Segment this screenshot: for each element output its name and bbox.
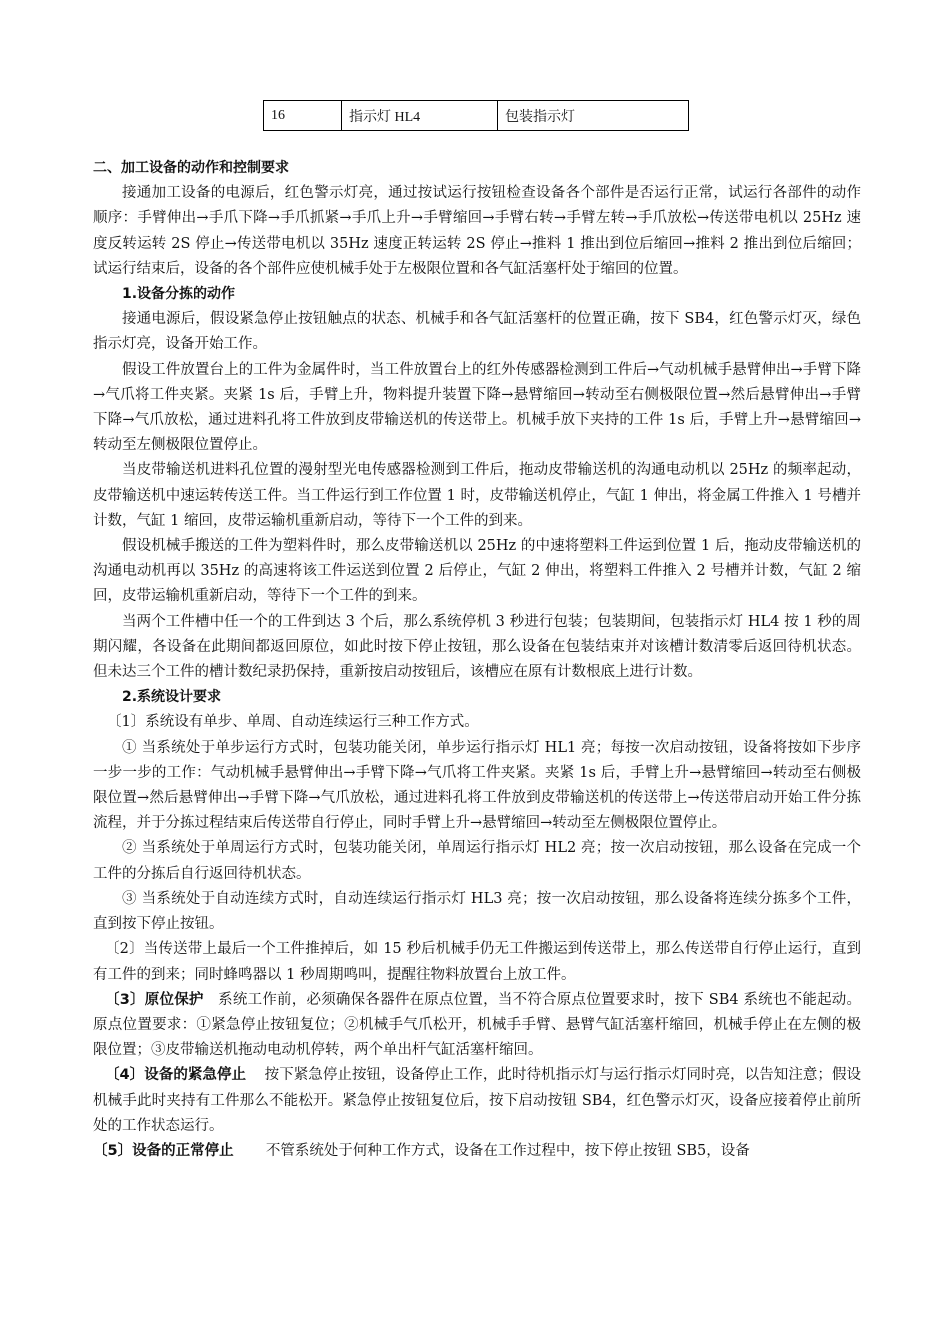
requirement-1-item: ③ 当系统处于自动连续方式时，自动连续运行指示灯 HL3 亮；按一次启动按钮，那么设备将连续分拣多个工件，直到按下停止按钮。 xyxy=(93,890,861,933)
requirement-5-text: 不管系统处于何种工作方式，设备在工作过程中，按下停止按钮 SB5，设备 xyxy=(265,1142,750,1159)
requirement-5-title: 〔5〕设备的正常停止 xyxy=(93,1142,234,1159)
paragraph: 假设工件放置台上的工件为金属件时，当工件放置台上的红外传感器检测到工件后→气动机械手悬臂伸出→手臂下降→气爪将工件夹紧。夹紧 1s 后，手臂上升，物料提升装置下降→悬臂缩回→转动至右侧极限位置→然后悬臂伸出→手臂下降→气爪放松，通过进料孔将工件放到皮带输送机的传送带上。机械手放下夹持的工件 1s 后，手臂上升→悬臂缩回→转动至左侧极限位置停止。 xyxy=(93,361,861,454)
requirement-2: 〔2〕当传送带上最后一个工件推掉后，如 15 秒后机械手仍无工件搬运到传送带上，那么传送带自行停止运行，直到有工件的到来；同时蜂鸣器以 1 秒周期鸣叫，提醒往物料放置台上放工件。 xyxy=(93,941,861,983)
subsection-title-design: 2.系统设计要求 xyxy=(122,689,222,706)
paragraph: 接通电源后，假设紧急停止按钮触点的状态、机械手和各气缸活塞杆的位置正确，按下 SB4，红色警示灯灭，绿色指示灯亮，设备开始工作。 xyxy=(93,311,861,353)
requirement-1-item: ② 当系统处于单周运行方式时，包装功能关闭，单周运行指示灯 HL2 亮；按一次启动按钮，那么设备在完成一个工件的分拣后自行返回待机状态。 xyxy=(93,840,861,882)
table-row xyxy=(264,101,689,131)
document-body xyxy=(93,156,861,1164)
paragraph: 当皮带输送机进料孔位置的漫射型光电传感器检测到工件后，拖动皮带输送机的沟通电动机以 25Hz 的频率起动，皮带输送机中速运转传送工件。当工件运行到工作位置 1 时，皮带输送机停止，气缸 1 伸出，将金属工件推入 1 号槽并计数，气缸 1 缩回，皮带运输机重新启动，等待下一个工件的到来。 xyxy=(93,462,861,529)
section-title: 二、加工设备的动作和控制要求 xyxy=(93,160,289,176)
requirement-3-text: 系统工作前，必须确保各器件在原点位置，当不符合原点位置要求时，按下 SB4 系统也不能起动。原点位置要求：①紧急停止按钮复位；②机械手气爪松开，机械手手臂、悬臂气缸活塞杆缩回，机械手停止在左侧的极限位置；③皮带输送机拖动电动机停转，两个单出杆气缸活塞杆缩回。 xyxy=(93,991,862,1059)
subsection-title-sorting: 1.设备分拣的动作 xyxy=(122,286,236,303)
requirement-4 xyxy=(93,1063,861,1139)
paragraph: 当两个工件槽中任一个的工件到达 3 个后，那么系统停机 3 秒进行包装；包装期间，包装指示灯 HL4 按 1 秒的周期闪耀，各设备在此期间都返回原位，如此时按下停止按钮，那么设备在包装结束并对该槽计数清零后返回待机状态。但未达三个工件的槽计数纪录扔保持，重新按启动按钮后，该槽应在原有计数根底上进行计数。 xyxy=(93,613,861,681)
requirement-4-text: 按下紧急停止按钮，设备停止工作，此时待机指示灯与运行指示灯同时亮，以告知注意；假设机械手此时夹持有工件那么不能松开。紧急停止按钮复位后，按下启动按钮 SB4，红色警示灯灭，设备应接着停止前所处的工作状态运行。 xyxy=(93,1067,861,1134)
table-cell-number: 16 xyxy=(264,101,342,131)
requirement-4-title: 〔4〕设备的紧急停止 xyxy=(105,1067,247,1084)
io-table xyxy=(263,100,689,131)
paragraph: 假设机械手搬送的工件为塑料件时，那么皮带输送机以 25Hz 的中速将塑料工件运到位置 1 后，拖动皮带输送机的沟通电动机再以 35Hz 的高速将该工件运送到位置 2 后停止，气缸 2 伸出，将塑料工件推入 2 号槽并计数，气缸 2 缩回，皮带运输机重新启动，等待下一个工件的到来。 xyxy=(93,538,861,605)
requirement-3 xyxy=(93,988,861,1064)
requirement-1: 〔1〕系统设有单步、单周、自动连续运行三种工作方式。 xyxy=(107,714,479,731)
table-cell-device: 指示灯 HL4 xyxy=(342,101,498,131)
requirement-1-item: ① 当系统处于单步运行方式时，包装功能关闭，单步运行指示灯 HL1 亮；每按一次启动按钮，设备将按如下步序一步一步的工作：气动机械手悬臂伸出→手臂下降→气爪将工件夹紧。夹紧 1s 后，手臂上升→悬臂缩回→转动至右侧极限位置→然后悬臂伸出→手臂下降→气爪放松，通过进料孔将工件放到皮带输送机的传送带上→传送带启动开始工件分拣流程，并于分拣过程结束后传送带自行停止，同时手臂上升→悬臂缩回→转动至左侧极限位置停止。 xyxy=(93,739,861,832)
table-cell-description: 包装指示灯 xyxy=(498,101,689,131)
requirement-3-title: 〔3〕原位保护 xyxy=(105,991,204,1008)
intro-paragraph: 接通加工设备的电源后，红色警示灯亮，通过按试运行按钮检查设备各个部件是否运行正常，试运行各部件的动作顺序：手臂伸出→手爪下降→手爪抓紧→手爪上升→手臂缩回→手臂右转→手臂左转→手爪放松→传送带电机以 25Hz 速度反转运转 2S 停止→传送带电机以 35Hz 速度正转运转 2S 停止→推料 1 推出到位后缩回→推料 2 推出到位后缩回；试运行结束后，设备的各个部件应使机械手处于左极限位置和各气缸活塞杆处于缩回的位置。 xyxy=(93,185,861,277)
requirement-5 xyxy=(93,1139,861,1164)
